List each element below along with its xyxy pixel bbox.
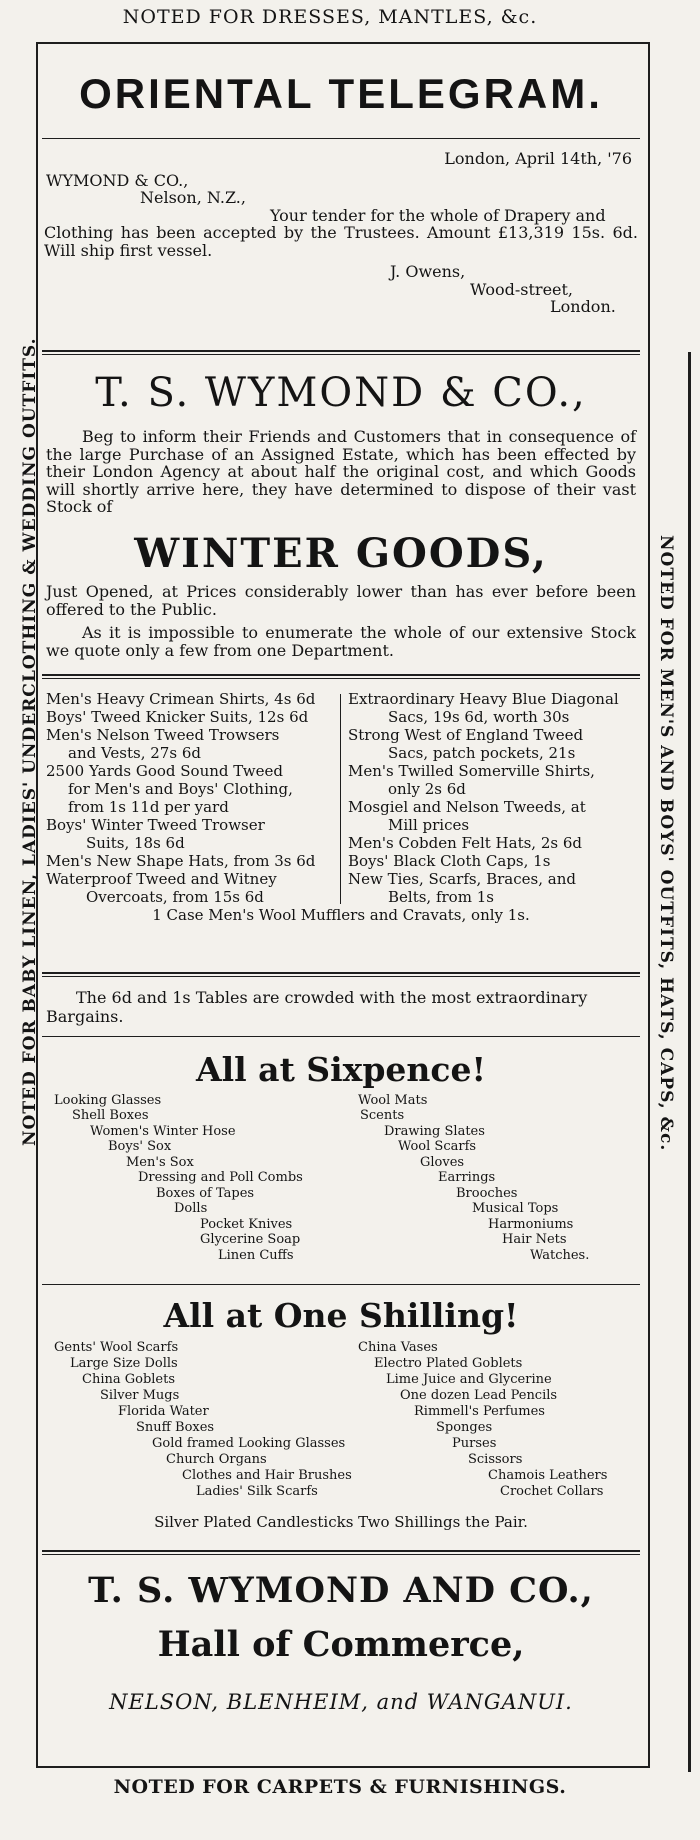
list-item: Musical Tops [472, 1201, 559, 1216]
list-item: Watches. [530, 1248, 590, 1263]
list-item: Lime Juice and Glycerine [386, 1372, 552, 1387]
double-rule [42, 972, 640, 977]
sixpence-title: All at Sixpence! [196, 1050, 486, 1089]
list-item: Brooches [456, 1186, 518, 1201]
price-item: 2500 Yards Good Sound Tweed [46, 762, 283, 780]
price-item: Mill prices [388, 816, 470, 834]
divider [42, 1284, 640, 1285]
column-divider [340, 694, 341, 904]
price-item: Extraordinary Heavy Blue Diagonal [348, 690, 619, 708]
list-item: Glycerine Soap [200, 1232, 301, 1247]
list-item: Harmoniums [488, 1217, 574, 1232]
list-item: China Goblets [82, 1372, 176, 1387]
bottom-banner: NOTED FOR CARPETS & FURNISHINGS. [113, 1776, 567, 1798]
list-item: Electro Plated Goblets [374, 1356, 523, 1371]
telegram-body: Clothing has been accepted by the Trustees. Amount £13,319 15s. 6d. Will ship first vessel. [44, 223, 638, 260]
price-item: and Vests, 27s 6d [68, 744, 201, 762]
list-item: Snuff Boxes [136, 1420, 215, 1435]
list-item: Ladies' Silk Scarfs [196, 1484, 318, 1499]
price-item: Boys' Winter Tweed Trowser [46, 816, 265, 834]
price-item: Waterproof Tweed and Witney [46, 870, 277, 888]
double-rule [42, 1550, 640, 1555]
winter-goods-headline: WINTER GOODS, [134, 530, 548, 577]
list-item: Linen Cuffs [218, 1248, 294, 1263]
price-item: Boys' Tweed Knicker Suits, 12s 6d [46, 708, 309, 726]
price-item: Men's Cobden Felt Hats, 2s 6d [348, 834, 583, 852]
list-item: Women's Winter Hose [90, 1124, 236, 1139]
telegram-body-first: Your tender for the whole of Drapery and [270, 205, 606, 225]
announcement-paragraph: As it is impossible to enumerate the whole of our extensive Stock we quote only a few from one Department. [46, 623, 636, 660]
left-side-banner: NOTED FOR BABY LINEN, LADIES' UNDERCLOTHING & WEDDING OUTFITS. [20, 337, 40, 1146]
list-item: Boxes of Tapes [156, 1186, 255, 1201]
list-item: Scents [360, 1108, 405, 1123]
shilling-title: All at One Shilling! [163, 1296, 519, 1335]
footer-hall: Hall of Commerce, [157, 1624, 525, 1665]
telegram-sender-street: Wood-street, [470, 279, 574, 299]
price-item: Men's Twilled Somerville Shirts, [348, 762, 595, 780]
telegram-title: ORIENTAL TELEGRAM. [79, 70, 603, 117]
price-item: Overcoats, from 15s 6d [86, 888, 264, 906]
list-item: Sponges [436, 1420, 493, 1435]
price-item: Sacs, 19s 6d, worth 30s [388, 708, 570, 726]
price-item: Men's Nelson Tweed Trowsers [46, 726, 280, 744]
list-item: China Vases [358, 1340, 438, 1355]
list-item: Looking Glasses [54, 1093, 162, 1108]
list-item: Shell Boxes [72, 1108, 149, 1123]
price-item: for Men's and Boys' Clothing, [68, 780, 293, 798]
price-item: Sacs, patch pockets, 21s [388, 744, 576, 762]
price-item: Men's Heavy Crimean Shirts, 4s 6d [46, 690, 316, 708]
price-item: New Ties, Scarfs, Braces, and [348, 870, 576, 888]
sixpence-list [40, 1093, 642, 1273]
list-item: Boys' Sox [108, 1139, 172, 1154]
list-item: Gold framed Looking Glasses [152, 1436, 346, 1451]
shilling-footer: Silver Plated Candlesticks Two Shillings the Pair. [154, 1513, 528, 1531]
divider [42, 1036, 640, 1037]
list-item: Wool Mats [358, 1093, 428, 1108]
right-side-banner: NOTED FOR MEN'S AND BOYS' OUTFITS, HATS, CAPS, &c. [656, 535, 676, 1152]
price-item: Suits, 18s 6d [86, 834, 185, 852]
list-item: Rimmell's Perfumes [414, 1404, 545, 1419]
tables-note: The 6d and 1s Tables are crowded with the most extraordinary Bargains. [46, 988, 588, 1026]
price-list [40, 690, 642, 925]
list-item: Large Size Dolls [70, 1356, 178, 1371]
announcement-paragraph: Just Opened, at Prices considerably lower than has ever before been offered to the Public. [46, 582, 636, 619]
list-item: Men's Sox [126, 1155, 194, 1170]
list-item: Gents' Wool Scarfs [54, 1340, 179, 1355]
list-item: Gloves [420, 1155, 465, 1170]
top-banner: NOTED FOR DRESSES, MANTLES, &c. [122, 6, 538, 28]
price-item: from 1s 11d per yard [68, 798, 229, 816]
telegram-sender-city: London. [550, 297, 616, 316]
footer-firm: T. S. WYMOND AND CO., [88, 1570, 594, 1611]
list-item: Church Organs [166, 1452, 267, 1467]
list-item: Silver Mugs [100, 1388, 180, 1403]
right-column-rule [688, 352, 691, 1772]
double-rule [42, 350, 640, 355]
price-item: Belts, from 1s [388, 888, 494, 906]
price-item: only 2s 6d [388, 780, 466, 798]
list-item: Hair Nets [502, 1232, 567, 1247]
divider [42, 138, 640, 139]
telegram-addressee: WYMOND & CO., [46, 170, 189, 190]
announcement-intro: Beg to inform their Friends and Customers that in consequence of the large Purchase of an Assigned Estate, which has been effected by their London Agency at about half the original cost, and which Goods will shortly arrive here, they have determined to dispose of their vast Stock of [46, 427, 636, 516]
shilling-list [40, 1340, 642, 1500]
telegram-sender: J. Owens, [390, 262, 466, 281]
list-item: Scissors [468, 1452, 523, 1467]
list-item: Dressing and Poll Combs [138, 1170, 303, 1185]
price-list-footer: 1 Case Men's Wool Mufflers and Cravats, only 1s. [152, 906, 530, 924]
list-item: Florida Water [118, 1404, 209, 1419]
list-item: Crochet Collars [500, 1484, 604, 1499]
list-item: Purses [452, 1436, 497, 1451]
price-item: Mosgiel and Nelson Tweeds, at [348, 798, 586, 816]
telegram-message [40, 150, 642, 350]
list-item: One dozen Lead Pencils [400, 1388, 558, 1403]
list-item: Chamois Leathers [488, 1468, 608, 1483]
list-item: Clothes and Hair Brushes [182, 1468, 352, 1483]
price-list-right [348, 690, 638, 906]
price-item: Boys' Black Cloth Caps, 1s [348, 852, 551, 870]
list-item: Drawing Slates [384, 1124, 485, 1139]
telegram-address: Nelson, N.Z., [140, 188, 246, 207]
firm-heading: T. S. WYMOND & CO., [95, 370, 587, 416]
list-item: Dolls [174, 1201, 208, 1216]
list-item: Pocket Knives [200, 1217, 293, 1232]
telegram-dateline: London, April 14th, '76 [444, 149, 632, 168]
footer-towns: NELSON, BLENHEIM, and WANGANUI. [109, 1690, 573, 1714]
double-rule [42, 674, 640, 679]
list-item: Wool Scarfs [398, 1139, 477, 1154]
price-list-left [46, 690, 336, 906]
price-item: Men's New Shape Hats, from 3s 6d [46, 852, 316, 870]
list-item: Earrings [438, 1170, 496, 1185]
price-item: Strong West of England Tweed [348, 726, 584, 744]
